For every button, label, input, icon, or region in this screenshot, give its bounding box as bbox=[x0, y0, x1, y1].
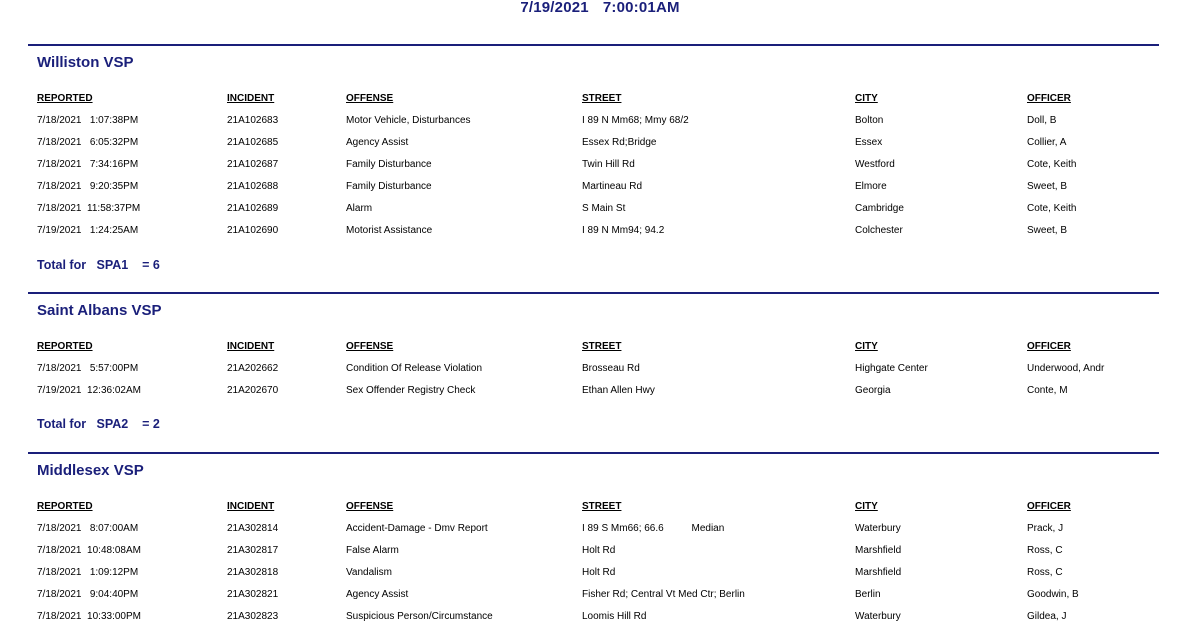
cell-street: Loomis Hill Rd bbox=[582, 611, 647, 622]
table-header bbox=[28, 92, 1159, 114]
table-row bbox=[28, 114, 1159, 136]
cell-reported: 7/18/2021 9:20:35PM bbox=[37, 181, 139, 192]
cell-incident: 21A302818 bbox=[227, 567, 279, 578]
total-code: SPA1 bbox=[96, 258, 129, 272]
table-row bbox=[28, 588, 1159, 610]
col-street: STREET bbox=[582, 341, 622, 352]
cell-city: Georgia bbox=[855, 385, 891, 396]
section-middlesex bbox=[28, 452, 1159, 622]
cell-offense: Family Disturbance bbox=[346, 159, 432, 170]
col-reported: REPORTED bbox=[37, 501, 93, 512]
cell-reported: 7/19/2021 12:36:02AM bbox=[37, 385, 141, 396]
col-incident: INCIDENT bbox=[227, 501, 275, 512]
col-street: STREET bbox=[582, 501, 622, 512]
table-row bbox=[28, 136, 1159, 158]
cell-incident: 21A302814 bbox=[227, 523, 279, 534]
cell-incident: 21A102690 bbox=[227, 225, 279, 236]
cell-offense: Sex Offender Registry Check bbox=[346, 385, 476, 396]
cell-officer: Cote, Keith bbox=[1027, 203, 1077, 214]
col-street: STREET bbox=[582, 93, 622, 104]
section-divider bbox=[28, 452, 1159, 454]
cell-officer: Gildea, J bbox=[1027, 611, 1067, 622]
cell-offense: Condition Of Release Violation bbox=[346, 363, 483, 374]
total-label: Total for bbox=[37, 417, 87, 431]
col-officer: OFFICER bbox=[1027, 501, 1071, 512]
cell-street: I 89 N Mm68; Mmy 68/2 bbox=[582, 115, 689, 126]
col-offense: OFFENSE bbox=[346, 501, 394, 512]
cell-officer: Ross, C bbox=[1027, 545, 1063, 556]
col-offense: OFFENSE bbox=[346, 93, 394, 104]
cell-incident: 21A102688 bbox=[227, 181, 279, 192]
cell-city: Essex bbox=[855, 137, 883, 148]
cell-street: S Main St bbox=[582, 203, 626, 214]
cell-reported: 7/18/2021 11:58:37PM bbox=[37, 203, 141, 214]
section-title: Saint Albans VSP bbox=[37, 302, 162, 319]
section-williston bbox=[28, 44, 1159, 272]
cell-officer: Cote, Keith bbox=[1027, 159, 1077, 170]
cell-incident: 21A202662 bbox=[227, 363, 279, 374]
incident-table bbox=[28, 340, 1159, 406]
cell-city: Waterbury bbox=[855, 523, 901, 534]
cell-offense: False Alarm bbox=[346, 545, 399, 556]
cell-city: Marshfield bbox=[855, 545, 902, 556]
cell-incident: 21A102687 bbox=[227, 159, 279, 170]
cell-offense: Family Disturbance bbox=[346, 181, 432, 192]
cell-city: Highgate Center bbox=[855, 363, 928, 374]
cell-city: Bolton bbox=[855, 115, 884, 126]
total-count: = 6 bbox=[142, 258, 160, 272]
cell-reported: 7/18/2021 8:07:00AM bbox=[37, 523, 139, 534]
cell-incident: 21A302817 bbox=[227, 545, 279, 556]
cell-offense: Motor Vehicle, Disturbances bbox=[346, 115, 471, 126]
cell-street: Twin Hill Rd bbox=[582, 159, 635, 170]
table-row bbox=[28, 180, 1159, 202]
cell-street: Ethan Allen Hwy bbox=[582, 385, 655, 396]
total-count: = 2 bbox=[142, 417, 160, 431]
col-incident: INCIDENT bbox=[227, 341, 275, 352]
col-officer: OFFICER bbox=[1027, 341, 1071, 352]
cell-reported: 7/18/2021 10:33:00PM bbox=[37, 611, 141, 622]
report-date: 7/19/2021 bbox=[520, 0, 589, 16]
table-row bbox=[28, 610, 1159, 632]
cell-street: Fisher Rd; Central Vt Med Ctr; Berlin bbox=[582, 589, 745, 600]
cell-reported: 7/18/2021 7:34:16PM bbox=[37, 159, 139, 170]
cell-incident: 21A302823 bbox=[227, 611, 279, 622]
total-code: SPA2 bbox=[96, 417, 129, 431]
col-offense: OFFENSE bbox=[346, 341, 394, 352]
col-reported: REPORTED bbox=[37, 341, 93, 352]
cell-officer: Prack, J bbox=[1027, 523, 1064, 534]
cell-offense: Agency Assist bbox=[346, 137, 409, 148]
col-city: CITY bbox=[855, 93, 878, 104]
cell-officer: Underwood, Andr bbox=[1027, 363, 1105, 374]
cell-reported: 7/18/2021 6:05:32PM bbox=[37, 137, 139, 148]
cell-reported: 7/18/2021 10:48:08AM bbox=[37, 545, 141, 556]
cell-street: Holt Rd bbox=[582, 545, 616, 556]
cell-incident: 21A102685 bbox=[227, 137, 279, 148]
col-officer: OFFICER bbox=[1027, 93, 1071, 104]
cell-city: Waterbury bbox=[855, 611, 901, 622]
cell-officer: Conte, M bbox=[1027, 385, 1068, 396]
table-header bbox=[28, 340, 1159, 362]
table-row bbox=[28, 544, 1159, 566]
incident-table bbox=[28, 92, 1159, 246]
table-row bbox=[28, 202, 1159, 224]
cell-reported: 7/18/2021 5:57:00PM bbox=[37, 363, 139, 374]
cell-street: Martineau Rd bbox=[582, 181, 643, 192]
cell-officer: Doll, B bbox=[1027, 115, 1057, 126]
cell-officer: Goodwin, B bbox=[1027, 589, 1079, 600]
col-city: CITY bbox=[855, 341, 878, 352]
cell-city: Colchester bbox=[855, 225, 903, 236]
cell-offense: Suspicious Person/Circumstance bbox=[346, 611, 493, 622]
cell-street: I 89 N Mm94; 94.2 bbox=[582, 225, 665, 236]
cell-officer: Sweet, B bbox=[1027, 181, 1068, 192]
cell-offense: Agency Assist bbox=[346, 589, 409, 600]
cell-street: Essex Rd;Bridge bbox=[582, 137, 657, 148]
cell-offense: Vandalism bbox=[346, 567, 392, 578]
table-row bbox=[28, 224, 1159, 246]
cell-offense: Motorist Assistance bbox=[346, 225, 433, 236]
cell-incident: 21A302821 bbox=[227, 589, 279, 600]
table-row bbox=[28, 158, 1159, 180]
cell-officer: Ross, C bbox=[1027, 567, 1063, 578]
cell-incident: 21A102689 bbox=[227, 203, 279, 214]
total-label: Total for bbox=[37, 258, 87, 272]
section-total bbox=[37, 258, 160, 272]
table-row bbox=[28, 362, 1159, 384]
cell-offense: Alarm bbox=[346, 203, 373, 214]
cell-reported: 7/18/2021 1:07:38PM bbox=[37, 115, 139, 126]
report-time: 7:00:01AM bbox=[602, 0, 680, 16]
cell-city: Marshfield bbox=[855, 567, 902, 578]
cell-officer: Collier, A bbox=[1027, 137, 1067, 148]
table-row bbox=[28, 566, 1159, 588]
cell-incident: 21A102683 bbox=[227, 115, 279, 126]
report-datetime bbox=[0, 0, 1200, 16]
col-city: CITY bbox=[855, 501, 878, 512]
col-reported: REPORTED bbox=[37, 93, 93, 104]
cell-city: Elmore bbox=[855, 181, 887, 192]
cell-reported: 7/19/2021 1:24:25AM bbox=[37, 225, 139, 236]
section-divider bbox=[28, 292, 1159, 294]
col-incident: INCIDENT bbox=[227, 93, 275, 104]
cell-city: Cambridge bbox=[855, 203, 904, 214]
cell-street: I 89 S Mm66; 66.6 Median bbox=[582, 523, 725, 534]
cell-incident: 21A202670 bbox=[227, 385, 279, 396]
cell-city: Westford bbox=[855, 159, 895, 170]
cell-street: Brosseau Rd bbox=[582, 363, 640, 374]
cell-offense: Accident-Damage - Dmv Report bbox=[346, 523, 488, 534]
table-header bbox=[28, 500, 1159, 522]
section-saint-albans bbox=[28, 292, 1159, 431]
table-row bbox=[28, 384, 1159, 406]
section-title: Williston VSP bbox=[37, 54, 134, 71]
cell-city: Berlin bbox=[855, 589, 881, 600]
incident-table bbox=[28, 500, 1159, 632]
section-title: Middlesex VSP bbox=[37, 462, 144, 479]
cell-street: Holt Rd bbox=[582, 567, 616, 578]
cell-officer: Sweet, B bbox=[1027, 225, 1068, 236]
section-divider bbox=[28, 44, 1159, 46]
cell-reported: 7/18/2021 1:09:12PM bbox=[37, 567, 139, 578]
table-row bbox=[28, 522, 1159, 544]
cell-reported: 7/18/2021 9:04:40PM bbox=[37, 589, 139, 600]
section-total bbox=[37, 417, 160, 431]
